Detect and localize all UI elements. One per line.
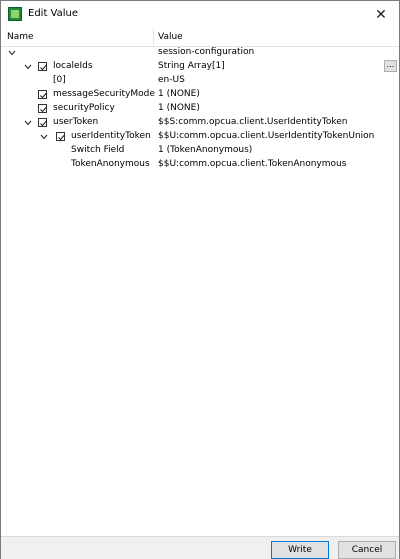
- row-name: securityPolicy: [53, 103, 115, 113]
- tree-row-usertoken[interactable]: [1, 116, 399, 130]
- chevron-down-icon[interactable]: [23, 118, 33, 128]
- useridentitytoken-checkbox[interactable]: [56, 132, 65, 141]
- row-name: userToken: [53, 117, 99, 127]
- write-button[interactable]: Write: [271, 541, 329, 559]
- row-value: session-configuration: [158, 47, 255, 57]
- title-bar: [1, 1, 399, 29]
- app-icon: [8, 7, 22, 21]
- messagesecuritymode-checkbox[interactable]: [38, 90, 47, 99]
- chevron-down-icon[interactable]: [39, 132, 49, 142]
- row-value[interactable]: $$U:comm.opcua.client.TokenAnonymous: [158, 159, 347, 169]
- close-button[interactable]: ✕: [375, 7, 387, 23]
- edit-array-button[interactable]: ...: [384, 60, 397, 72]
- row-value[interactable]: en-US: [158, 75, 185, 85]
- value-column-header[interactable]: Value: [158, 32, 183, 42]
- row-value: String Array[1]: [158, 61, 225, 71]
- row-name: messageSecurityMode: [53, 89, 155, 99]
- row-name: TokenAnonymous: [71, 159, 150, 169]
- button-bar: [1, 536, 399, 559]
- securitypolicy-checkbox[interactable]: [38, 104, 47, 113]
- tree-row-tokenanonymous[interactable]: [1, 158, 399, 172]
- tree-row-securitypolicy[interactable]: [1, 102, 399, 116]
- row-value[interactable]: 1 (TokenAnonymous): [158, 145, 253, 155]
- tree-row-messagesecuritymode[interactable]: [1, 88, 399, 102]
- tree-row-useridentitytoken[interactable]: [1, 130, 399, 144]
- tree-row-root[interactable]: [1, 46, 399, 60]
- tree-row-localeids[interactable]: [1, 60, 399, 74]
- row-value[interactable]: 1 (NONE): [158, 89, 200, 99]
- row-value[interactable]: $$U:comm.opcua.client.UserIdentityTokenUnion: [158, 131, 375, 141]
- cancel-button[interactable]: Cancel: [338, 541, 396, 559]
- name-column-header[interactable]: Name: [7, 32, 34, 42]
- row-name: [0]: [53, 75, 66, 85]
- tree-row-switch-field[interactable]: [1, 144, 399, 158]
- value-tree: [1, 46, 399, 536]
- column-header: [1, 29, 399, 47]
- row-name: userIdentityToken: [71, 131, 151, 141]
- tree-row-index-0[interactable]: [1, 74, 399, 88]
- usertoken-checkbox[interactable]: [38, 118, 47, 127]
- column-divider[interactable]: [153, 29, 154, 45]
- row-value[interactable]: $$S:comm.opcua.client.UserIdentityToken: [158, 117, 348, 127]
- chevron-down-icon[interactable]: [7, 48, 17, 58]
- row-name: Switch Field: [71, 145, 125, 155]
- localeids-checkbox[interactable]: [38, 62, 47, 71]
- row-name: localeIds: [53, 61, 93, 71]
- chevron-down-icon[interactable]: [23, 62, 33, 72]
- row-value[interactable]: 1 (NONE): [158, 103, 200, 113]
- window-title: Edit Value: [28, 8, 79, 19]
